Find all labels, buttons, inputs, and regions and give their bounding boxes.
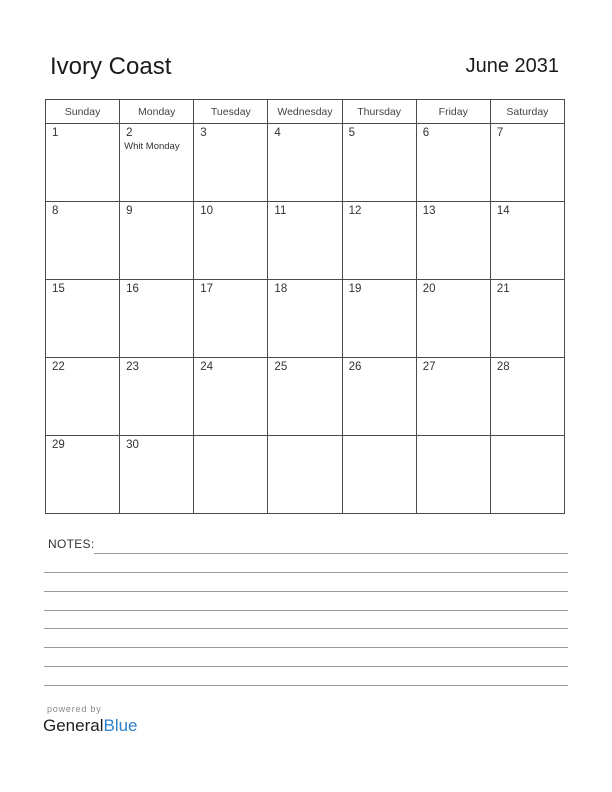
day-number: 27 bbox=[422, 361, 436, 373]
calendar-day-cell bbox=[46, 436, 120, 514]
calendar-day-cell bbox=[46, 202, 120, 280]
day-number: 10 bbox=[200, 205, 214, 217]
month-calendar-grid bbox=[45, 99, 565, 514]
calendar-day-cell bbox=[268, 202, 342, 280]
calendar-day-cell bbox=[342, 358, 416, 436]
day-number: 29 bbox=[52, 439, 65, 451]
calendar-day-cell bbox=[416, 436, 490, 514]
day-number: 17 bbox=[200, 283, 214, 295]
brand-general-text: General bbox=[43, 716, 104, 735]
calendar-day-cell bbox=[490, 124, 564, 202]
day-number: 8 bbox=[52, 205, 59, 217]
calendar-day-cell bbox=[490, 280, 564, 358]
day-number bbox=[491, 436, 564, 439]
day-number: 26 bbox=[348, 361, 362, 373]
weekday-header-monday: Monday bbox=[120, 100, 194, 124]
calendar-day-cell bbox=[268, 436, 342, 514]
day-number: 6 bbox=[422, 127, 430, 139]
day-number: 3 bbox=[200, 127, 207, 139]
calendar-day-cell bbox=[342, 202, 416, 280]
day-number: 21 bbox=[496, 283, 510, 295]
notes-line bbox=[44, 685, 568, 686]
calendar-week-row bbox=[46, 124, 565, 202]
day-number: 28 bbox=[496, 361, 510, 373]
calendar-day-cell bbox=[120, 280, 194, 358]
weekday-header-sunday: Sunday bbox=[46, 100, 120, 124]
day-number bbox=[268, 436, 341, 439]
calendar-day-cell bbox=[194, 202, 268, 280]
notes-line bbox=[44, 647, 568, 648]
day-number: 19 bbox=[348, 283, 362, 295]
calendar-day-cell bbox=[194, 358, 268, 436]
notes-line bbox=[44, 572, 568, 573]
day-number: 20 bbox=[422, 283, 436, 295]
calendar-week-row bbox=[46, 202, 565, 280]
day-number: 12 bbox=[348, 205, 362, 217]
day-number: 9 bbox=[126, 205, 133, 217]
day-number: 2 bbox=[126, 127, 133, 139]
calendar-day-cell bbox=[268, 124, 342, 202]
day-number: 25 bbox=[274, 361, 288, 373]
weekday-header-thursday: Thursday bbox=[342, 100, 416, 124]
calendar-day-cell bbox=[194, 436, 268, 514]
weekday-header-friday: Friday bbox=[416, 100, 490, 124]
day-number: 23 bbox=[126, 361, 139, 373]
day-number: 7 bbox=[496, 127, 504, 139]
calendar-month-title: June 2031 bbox=[465, 55, 559, 77]
calendar-day-cell bbox=[120, 202, 194, 280]
day-number: 14 bbox=[496, 205, 510, 217]
calendar-day-cell bbox=[490, 436, 564, 514]
calendar-day-cell bbox=[194, 280, 268, 358]
weekday-header-tuesday: Tuesday bbox=[194, 100, 268, 124]
calendar-day-cell bbox=[490, 358, 564, 436]
calendar-day-cell bbox=[416, 202, 490, 280]
notes-line bbox=[94, 553, 568, 554]
calendar-day-cell bbox=[120, 124, 194, 202]
notes-line bbox=[44, 610, 568, 611]
weekday-header-saturday: Saturday bbox=[490, 100, 564, 124]
notes-line bbox=[44, 666, 568, 667]
notes-label: NOTES: bbox=[48, 537, 95, 551]
calendar-country-title: Ivory Coast bbox=[50, 53, 172, 80]
day-number: 15 bbox=[52, 283, 65, 295]
notes-line bbox=[44, 591, 568, 592]
weekday-header-row bbox=[46, 100, 565, 124]
calendar-week-row bbox=[46, 280, 565, 358]
day-number: 18 bbox=[274, 283, 288, 295]
calendar-day-cell bbox=[120, 358, 194, 436]
powered-by-text: powered by bbox=[47, 704, 102, 714]
calendar-day-cell bbox=[268, 358, 342, 436]
day-number: 1 bbox=[52, 127, 59, 139]
day-number: 5 bbox=[348, 127, 355, 139]
calendar-day-cell bbox=[416, 358, 490, 436]
day-number: 22 bbox=[52, 361, 65, 373]
generalblue-logo bbox=[43, 716, 138, 736]
day-number: 13 bbox=[422, 205, 436, 217]
calendar-day-cell bbox=[46, 358, 120, 436]
calendar-day-cell bbox=[342, 124, 416, 202]
calendar-day-cell bbox=[416, 280, 490, 358]
day-number bbox=[417, 436, 490, 439]
day-number bbox=[343, 436, 416, 439]
day-number: 30 bbox=[126, 439, 139, 451]
calendar-day-cell bbox=[120, 436, 194, 514]
calendar-week-row bbox=[46, 358, 565, 436]
calendar-day-cell bbox=[490, 202, 564, 280]
calendar-day-cell bbox=[342, 436, 416, 514]
calendar-day-cell bbox=[268, 280, 342, 358]
calendar-day-cell bbox=[46, 124, 120, 202]
calendar-week-row bbox=[46, 436, 565, 514]
calendar-day-cell bbox=[194, 124, 268, 202]
day-number: 11 bbox=[274, 205, 287, 217]
calendar-day-cell bbox=[46, 280, 120, 358]
brand-blue-text: Blue bbox=[103, 716, 138, 735]
calendar-day-cell bbox=[416, 124, 490, 202]
day-number: 4 bbox=[274, 127, 281, 139]
day-number: 16 bbox=[126, 283, 139, 295]
weekday-header-wednesday: Wednesday bbox=[268, 100, 342, 124]
calendar-weeks bbox=[46, 124, 565, 514]
day-number: 24 bbox=[200, 361, 214, 373]
notes-line bbox=[44, 628, 568, 629]
day-number bbox=[194, 436, 267, 439]
calendar-day-cell bbox=[342, 280, 416, 358]
holiday-label: Whit Monday bbox=[124, 141, 180, 152]
